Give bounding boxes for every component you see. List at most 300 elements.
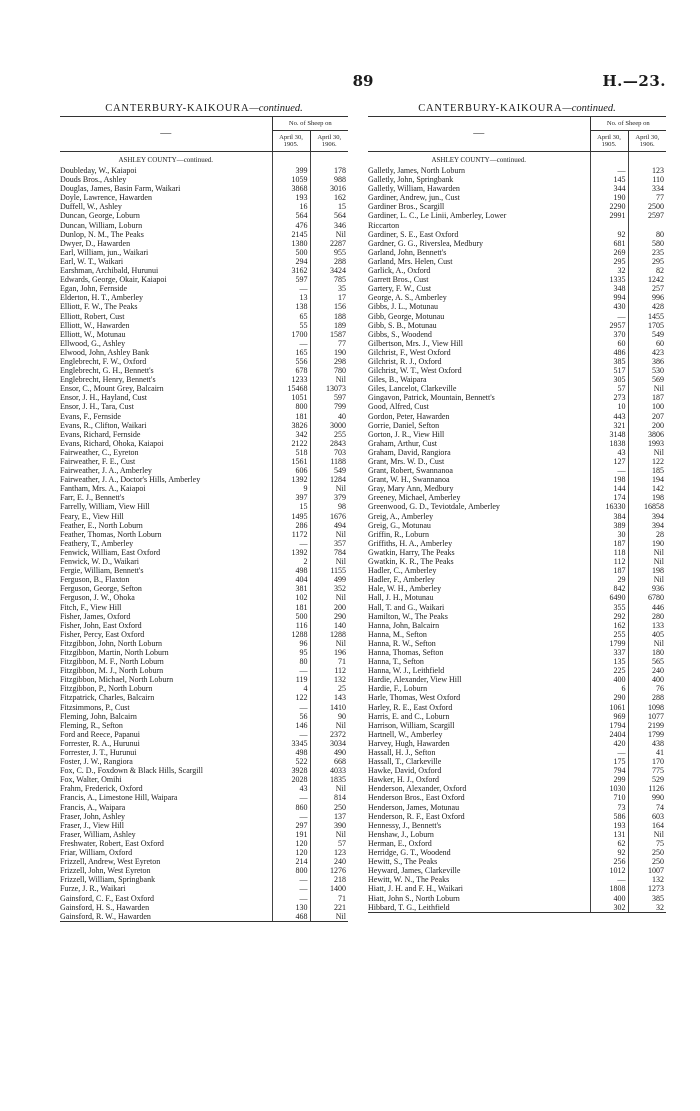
owner-name-cell bbox=[368, 430, 590, 439]
owner-name-cell bbox=[60, 639, 272, 648]
owner-name-cell bbox=[368, 730, 590, 739]
table-row bbox=[60, 903, 348, 912]
year-1906-header: April 30, 1906. bbox=[628, 131, 666, 152]
owner-name-cell bbox=[368, 903, 590, 913]
sheep-1905-cell: — bbox=[272, 284, 310, 293]
owner-name: Hawke, David, Oxford bbox=[368, 766, 442, 776]
sheep-1905-cell: 397 bbox=[272, 493, 310, 502]
owner-name-cell bbox=[368, 266, 590, 275]
table-row bbox=[368, 548, 666, 557]
owner-name: Fisher, John, East Oxford bbox=[60, 620, 142, 630]
owner-name-cell bbox=[368, 721, 590, 730]
table-row bbox=[60, 712, 348, 721]
sheep-1906-cell: Nil bbox=[310, 230, 348, 239]
table-row bbox=[60, 866, 348, 875]
table-row bbox=[368, 666, 666, 675]
table-row bbox=[60, 803, 348, 812]
owner-name: Riccarton bbox=[368, 220, 400, 230]
table-row bbox=[60, 757, 348, 766]
sheep-1905-cell: — bbox=[272, 730, 310, 739]
owner-name: Evans, Richard, Fernside bbox=[60, 429, 141, 439]
sheep-1905-cell: 1288 bbox=[272, 630, 310, 639]
table-row bbox=[368, 221, 666, 230]
table-row bbox=[60, 766, 348, 775]
sheep-1905-cell: 15 bbox=[272, 502, 310, 511]
owner-name-cell bbox=[368, 793, 590, 802]
table-row bbox=[60, 348, 348, 357]
owner-name: Greig, G., Motunau bbox=[368, 520, 431, 530]
table-row bbox=[368, 557, 666, 566]
sheep-1905-cell: 1059 bbox=[272, 175, 310, 184]
sheep-table bbox=[60, 116, 348, 922]
owner-name: Evans, F., Fernside bbox=[60, 411, 121, 421]
owner-name-cell bbox=[60, 648, 272, 657]
owner-name: Douglas, James, Basin Farm, Waikari bbox=[60, 184, 181, 194]
owner-name-cell bbox=[60, 457, 272, 466]
owner-name: Harley, R. E., East Oxford bbox=[368, 702, 453, 712]
sheep-1905-cell: 3868 bbox=[272, 184, 310, 193]
table-row bbox=[368, 493, 666, 502]
sheep-1905-cell: 3162 bbox=[272, 266, 310, 275]
owner-name: Feather, Thomas, North Loburn bbox=[60, 529, 162, 539]
sheep-1905-cell: 73 bbox=[590, 803, 628, 812]
owner-name: Doyle, Lawrence, Hawarden bbox=[60, 193, 152, 203]
sheep-1905-cell: 6490 bbox=[590, 593, 628, 602]
sheep-1905-cell: — bbox=[272, 793, 310, 802]
sheep-1906-cell: 3806 bbox=[628, 430, 666, 439]
table-row bbox=[368, 894, 666, 903]
table-row bbox=[60, 375, 348, 384]
table-row bbox=[368, 184, 666, 193]
owner-name-cell bbox=[368, 375, 590, 384]
owner-name: Gorton, J. R., View Hill bbox=[368, 429, 445, 439]
owner-name: Fisher, James, Oxford bbox=[60, 611, 131, 621]
table-row bbox=[60, 812, 348, 821]
table-row bbox=[60, 166, 348, 175]
owner-name-cell bbox=[368, 221, 590, 230]
owner-name-cell bbox=[60, 684, 272, 693]
sheep-1905-cell: 187 bbox=[590, 566, 628, 575]
sheep-1906-cell: 187 bbox=[628, 393, 666, 402]
table-row bbox=[60, 384, 348, 393]
owner-name-cell bbox=[368, 366, 590, 375]
sheep-1905-cell: 1561 bbox=[272, 457, 310, 466]
sheep-1905-cell: 92 bbox=[590, 230, 628, 239]
owner-name-cell bbox=[368, 693, 590, 702]
owner-name: Furze, J. R., Waikari bbox=[60, 884, 126, 894]
owner-name-cell bbox=[60, 748, 272, 757]
owner-name: Englebrecht, Henry, Bennett's bbox=[60, 375, 156, 385]
sheep-1905-cell: 1061 bbox=[590, 703, 628, 712]
sheep-1906-cell: 6780 bbox=[628, 593, 666, 602]
sheep-1906-cell: 390 bbox=[310, 821, 348, 830]
table-row bbox=[60, 512, 348, 521]
table-row bbox=[60, 739, 348, 748]
owner-name-cell bbox=[60, 302, 272, 311]
owner-name-cell bbox=[368, 821, 590, 830]
owner-name-cell bbox=[60, 466, 272, 475]
sheep-1906-cell: 597 bbox=[310, 393, 348, 402]
sheep-1906-cell: 170 bbox=[628, 757, 666, 766]
sheep-1906-cell: 71 bbox=[310, 657, 348, 666]
year-1906-header: April 30, 1906. bbox=[310, 131, 348, 152]
table-row bbox=[60, 393, 348, 402]
table-row bbox=[60, 284, 348, 293]
sheep-1905-cell: 1172 bbox=[272, 530, 310, 539]
sheep-1905-cell: 55 bbox=[272, 321, 310, 330]
sheep-1906-cell: Nil bbox=[310, 721, 348, 730]
sheep-1906-cell: Nil bbox=[310, 557, 348, 566]
table-row bbox=[368, 593, 666, 602]
table-row bbox=[60, 857, 348, 866]
table-row bbox=[368, 412, 666, 421]
sheep-1905-cell: 1030 bbox=[590, 784, 628, 793]
table-row bbox=[60, 402, 348, 411]
owner-name-cell bbox=[60, 530, 272, 539]
owner-name-cell bbox=[368, 557, 590, 566]
sheep-1906-cell: 386 bbox=[628, 357, 666, 366]
owner-name: Hall, T. and G., Waikari bbox=[368, 602, 445, 612]
sheep-1905-cell: 556 bbox=[272, 357, 310, 366]
sheep-1905-cell: 1392 bbox=[272, 475, 310, 484]
sheep-1906-cell: 194 bbox=[628, 475, 666, 484]
owner-name-cell bbox=[368, 312, 590, 321]
table-row bbox=[368, 784, 666, 793]
owner-name: Earl, William, jun., Waikari bbox=[60, 247, 149, 257]
owner-name: Hanna, T., Sefton bbox=[368, 657, 424, 667]
owner-name: Feary, E., View Hill bbox=[60, 511, 124, 521]
owner-name-cell bbox=[368, 684, 590, 693]
owner-name: Greenwood, G. D., Teviotdale, Amberley bbox=[368, 502, 500, 512]
sheep-1906-cell: Nil bbox=[628, 448, 666, 457]
owner-name: Henderson Bros., East Oxford bbox=[368, 793, 465, 803]
sheep-1906-cell: 394 bbox=[628, 512, 666, 521]
owner-name-cell bbox=[368, 412, 590, 421]
owner-name: Greeney, Michael, Amberley bbox=[368, 493, 461, 503]
owner-name: Duncan, William, Loburn bbox=[60, 220, 143, 230]
owner-name-cell bbox=[60, 475, 272, 484]
sheep-1905-cell: 95 bbox=[272, 648, 310, 657]
owner-name: Henderson, James, Motunau bbox=[368, 802, 460, 812]
sheep-1906-cell: 334 bbox=[628, 184, 666, 193]
sheep-1906-cell: 446 bbox=[628, 603, 666, 612]
owner-name: Fairweather, J. A., Doctor's Hills, Amberley bbox=[60, 475, 201, 485]
owner-name: Fitzgibbon, John, North Loburn bbox=[60, 638, 162, 648]
sheep-1905-cell: 404 bbox=[272, 575, 310, 584]
sheep-1905-cell: 3928 bbox=[272, 766, 310, 775]
sheep-1906-cell: 162 bbox=[310, 193, 348, 202]
table-row bbox=[368, 193, 666, 202]
owner-name: Gilchrist, F., West Oxford bbox=[368, 347, 451, 357]
sheep-1906-cell: 178 bbox=[310, 166, 348, 175]
sheep-1906-cell: 780 bbox=[310, 366, 348, 375]
owner-name: Galletly, James, North Loburn bbox=[368, 166, 466, 175]
table-row bbox=[368, 448, 666, 457]
sheep-1906-cell: 3000 bbox=[310, 421, 348, 430]
owner-name-cell bbox=[368, 466, 590, 475]
sheep-1905-cell: 174 bbox=[590, 493, 628, 502]
owner-name-cell bbox=[60, 293, 272, 302]
table-row bbox=[368, 457, 666, 466]
owner-name: Garland, John, Bennett's bbox=[368, 247, 447, 257]
sheep-1905-cell: 29 bbox=[590, 575, 628, 584]
table-row bbox=[60, 211, 348, 220]
owner-name-cell bbox=[60, 221, 272, 230]
sheep-1905-cell: 1495 bbox=[272, 512, 310, 521]
table-row bbox=[368, 639, 666, 648]
table-row bbox=[60, 330, 348, 339]
table-row bbox=[368, 521, 666, 530]
sheep-1905-cell: 165 bbox=[272, 348, 310, 357]
sheep-1905-cell: 92 bbox=[590, 848, 628, 857]
year-1905-header: April 30, 1905. bbox=[590, 131, 628, 152]
sheep-1906-cell: Nil bbox=[628, 639, 666, 648]
sheep-1906-cell: 775 bbox=[628, 766, 666, 775]
table-row bbox=[368, 366, 666, 375]
sheep-1905-cell: 290 bbox=[590, 693, 628, 702]
table-row bbox=[60, 202, 348, 211]
owner-name-cell bbox=[368, 848, 590, 857]
table-row bbox=[368, 211, 666, 220]
owner-name-cell bbox=[368, 293, 590, 302]
owner-name-cell bbox=[60, 239, 272, 248]
sheep-1906-cell: 90 bbox=[310, 712, 348, 721]
owner-name-cell bbox=[368, 657, 590, 666]
table-row bbox=[60, 293, 348, 302]
owner-name-cell bbox=[60, 903, 272, 912]
sheep-1906-cell: 1705 bbox=[628, 321, 666, 330]
owner-name: Hanna, John, Balcairn bbox=[368, 620, 440, 630]
owner-name-cell bbox=[368, 166, 590, 175]
sheep-1906-cell: 2372 bbox=[310, 730, 348, 739]
owner-name-cell bbox=[60, 848, 272, 857]
sheep-1905-cell: 2028 bbox=[272, 775, 310, 784]
owner-name: Hiatt, John S., North Loburn bbox=[368, 893, 460, 903]
table-row bbox=[60, 484, 348, 493]
owner-name: Gainsford, C. F., East Oxford bbox=[60, 893, 155, 903]
owner-name: Hadler, C., Amberley bbox=[368, 566, 437, 576]
sheep-1906-cell: 564 bbox=[310, 211, 348, 220]
owner-name: Frahm, Frederick, Oxford bbox=[60, 784, 143, 794]
table-row bbox=[60, 548, 348, 557]
table-row bbox=[368, 866, 666, 875]
table-row bbox=[60, 603, 348, 612]
table-row bbox=[60, 793, 348, 802]
owner-name-cell bbox=[368, 675, 590, 684]
sheep-1906-cell: Nil bbox=[628, 557, 666, 566]
sheep-1906-cell: 77 bbox=[628, 193, 666, 202]
sheep-1905-cell: 3148 bbox=[590, 430, 628, 439]
owner-name-cell bbox=[368, 894, 590, 903]
owner-name-cell bbox=[368, 457, 590, 466]
sheep-1906-cell: Nil bbox=[628, 830, 666, 839]
sheep-1906-cell: 1676 bbox=[310, 512, 348, 521]
sheep-1906-cell: 3424 bbox=[310, 266, 348, 275]
sheep-1905-cell: — bbox=[590, 166, 628, 175]
owner-name-cell bbox=[368, 493, 590, 502]
owner-name: Ensor, J. H., Tara, Cust bbox=[60, 402, 134, 412]
owner-name-cell bbox=[60, 894, 272, 903]
sheep-1905-cell: 381 bbox=[272, 584, 310, 593]
sheep-1906-cell: 423 bbox=[628, 348, 666, 357]
owner-name-cell bbox=[60, 493, 272, 502]
owner-name: Good, Alfred, Cust bbox=[368, 402, 429, 412]
table-row bbox=[60, 621, 348, 630]
owner-name: Fitzgibbon, Michael, North Loburn bbox=[60, 675, 174, 685]
sheep-1906-cell: 235 bbox=[628, 248, 666, 257]
sheep-1906-cell: 17 bbox=[310, 293, 348, 302]
owner-name-cell bbox=[368, 739, 590, 748]
owner-name: Francis, A., Waipara bbox=[60, 802, 126, 812]
table-row bbox=[368, 712, 666, 721]
owner-name: Hardie, Alexander, View Hill bbox=[368, 675, 462, 685]
owner-name-cell bbox=[60, 630, 272, 639]
column-left bbox=[60, 102, 348, 922]
sheep-1906-cell: 180 bbox=[628, 648, 666, 657]
sheep-1906-cell: 190 bbox=[310, 348, 348, 357]
table-row bbox=[60, 884, 348, 893]
sheep-1905-cell: — bbox=[272, 884, 310, 893]
sheep-1905-cell: 2957 bbox=[590, 321, 628, 330]
owner-name: Gardner, G. G., Riverslea, Medbury bbox=[368, 238, 483, 248]
sheep-table bbox=[368, 116, 666, 913]
sheep-1905-cell: 116 bbox=[272, 621, 310, 630]
owner-name: Farrelly, William, View Hill bbox=[60, 502, 150, 512]
sheep-1906-cell: Nil bbox=[628, 384, 666, 393]
owner-name-cell bbox=[60, 712, 272, 721]
sheep-1906-cell: 1288 bbox=[310, 630, 348, 639]
sheep-1905-cell: 400 bbox=[590, 675, 628, 684]
sheep-1905-cell: — bbox=[590, 748, 628, 757]
owner-name: Henshaw, J., Loburn bbox=[368, 829, 434, 839]
owner-name: Earshman, Archibald, Hurunui bbox=[60, 266, 159, 276]
owner-name-cell bbox=[60, 266, 272, 275]
sheep-1906-cell: 2597 bbox=[628, 211, 666, 220]
table-row bbox=[60, 639, 348, 648]
owner-name-cell bbox=[60, 448, 272, 457]
sheep-1906-cell: 400 bbox=[628, 675, 666, 684]
sheep-1905-cell: 43 bbox=[272, 784, 310, 793]
sheep-1905-cell: 145 bbox=[590, 175, 628, 184]
owner-name: Grant, Mrs. W. D., Cust bbox=[368, 457, 445, 466]
owner-name-cell bbox=[368, 193, 590, 202]
table-row bbox=[60, 848, 348, 857]
sheep-1905-cell: 1794 bbox=[590, 721, 628, 730]
column-title-continued: —continued. bbox=[562, 103, 616, 114]
sheep-1905-cell: 586 bbox=[590, 812, 628, 821]
owner-name-cell bbox=[368, 521, 590, 530]
owner-name-cell bbox=[60, 612, 272, 621]
sheep-1906-cell: 60 bbox=[628, 339, 666, 348]
owner-name-cell bbox=[60, 257, 272, 266]
table-row bbox=[368, 430, 666, 439]
sheep-1906-cell: 1993 bbox=[628, 439, 666, 448]
owner-name: Gwatkin, K. R., The Peaks bbox=[368, 557, 454, 567]
sheep-1906-cell: 405 bbox=[628, 630, 666, 639]
table-row bbox=[60, 839, 348, 848]
county-subheading: ASHLEY COUNTY—continued. bbox=[431, 156, 527, 164]
sheep-1905-cell: 342 bbox=[272, 430, 310, 439]
owner-name: Hewitt, W. N., The Peaks bbox=[368, 875, 450, 885]
sheep-1906-cell: 98 bbox=[310, 502, 348, 511]
sheep-1906-cell: 394 bbox=[628, 521, 666, 530]
owner-name-cell bbox=[368, 439, 590, 448]
sheep-1905-cell: 175 bbox=[590, 757, 628, 766]
column-title bbox=[60, 102, 348, 116]
owner-name-cell bbox=[60, 739, 272, 748]
owner-name-cell bbox=[368, 284, 590, 293]
table-row bbox=[60, 493, 348, 502]
owner-name-cell bbox=[60, 211, 272, 220]
owner-name-cell bbox=[60, 412, 272, 421]
sheep-1906-cell: 936 bbox=[628, 584, 666, 593]
owner-name: Egan, John, Fernside bbox=[60, 284, 128, 294]
owner-name: Giles, B., Waipara bbox=[368, 375, 427, 385]
sheep-1906-cell: 1188 bbox=[310, 457, 348, 466]
sheep-1906-cell: 218 bbox=[310, 875, 348, 884]
owner-name: Fitzgibbon, P., North Loburn bbox=[60, 684, 153, 694]
sheep-1906-cell: 499 bbox=[310, 575, 348, 584]
owner-name-cell bbox=[60, 657, 272, 666]
table-row bbox=[60, 466, 348, 475]
sheep-1905-cell: 269 bbox=[590, 248, 628, 257]
sheep-1905-cell: 225 bbox=[590, 666, 628, 675]
owner-name: Henderson, Alexander, Oxford bbox=[368, 784, 467, 794]
owner-name: Francis, A., Limestone Hill, Waipara bbox=[60, 793, 178, 803]
table-row bbox=[368, 239, 666, 248]
sheep-1905-cell: 305 bbox=[590, 375, 628, 384]
owner-name: Duncan, George, Loburn bbox=[60, 211, 140, 221]
table-row bbox=[368, 848, 666, 857]
sheep-1905-cell: 1799 bbox=[590, 639, 628, 648]
owner-name: Giles, Lancelot, Clarkeville bbox=[368, 384, 457, 394]
table-row bbox=[60, 457, 348, 466]
table-row bbox=[368, 566, 666, 575]
table-row bbox=[60, 339, 348, 348]
owner-name-cell bbox=[60, 703, 272, 712]
sheep-1906-cell: 3016 bbox=[310, 184, 348, 193]
owner-name-cell bbox=[60, 439, 272, 448]
owner-name: Gibb, George, Motunau bbox=[368, 311, 445, 321]
sheep-1905-cell: 16 bbox=[272, 202, 310, 211]
sheep-1905-cell: 119 bbox=[272, 675, 310, 684]
owner-name-cell bbox=[368, 803, 590, 812]
sheep-1906-cell: 198 bbox=[628, 493, 666, 502]
owner-name: Hanna, Thomas, Sefton bbox=[368, 647, 444, 657]
table-row bbox=[368, 648, 666, 657]
owner-name-cell bbox=[60, 357, 272, 366]
owner-name-cell bbox=[368, 748, 590, 757]
owner-name: Duffell, W., Ashley bbox=[60, 202, 122, 212]
sheep-1906-cell: 240 bbox=[310, 857, 348, 866]
table-row bbox=[60, 439, 348, 448]
sheep-1905-cell: 122 bbox=[272, 693, 310, 702]
sheep-1905-cell: 2404 bbox=[590, 730, 628, 739]
sheep-1905-cell: 30 bbox=[590, 530, 628, 539]
table-row bbox=[60, 266, 348, 275]
owner-name: Harrison, William, Scargill bbox=[368, 720, 455, 730]
sheep-1905-cell: 65 bbox=[272, 312, 310, 321]
sheep-1906-cell: 1400 bbox=[310, 884, 348, 893]
sheep-1905-cell: 286 bbox=[272, 521, 310, 530]
sheep-1906-cell: 221 bbox=[310, 903, 348, 912]
owner-name: Fleming, R., Sefton bbox=[60, 720, 123, 730]
table-row bbox=[60, 666, 348, 675]
owner-name-cell bbox=[368, 784, 590, 793]
table-row bbox=[368, 512, 666, 521]
owner-name-cell bbox=[368, 884, 590, 893]
table-row bbox=[368, 175, 666, 184]
